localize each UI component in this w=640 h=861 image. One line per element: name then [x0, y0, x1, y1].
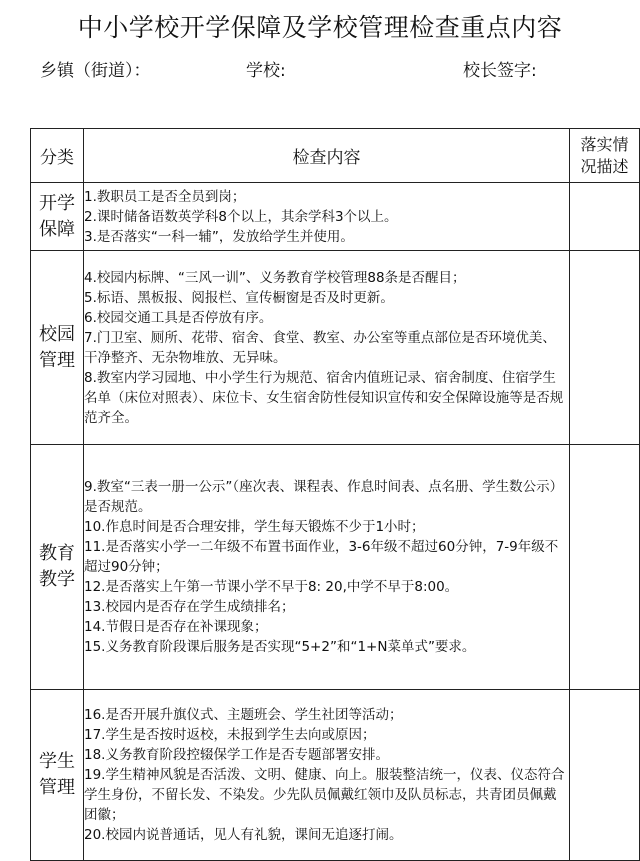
- check-item: 2.课时储备语数英学科8个以上，其余学科3个以上。: [84, 208, 398, 225]
- check-item: 16.是否开展升旗仪式、主题班会、学生社团等活动；: [84, 707, 403, 723]
- category-label: 管理: [39, 777, 75, 798]
- content-cell: [84, 690, 570, 861]
- check-item: 14.节假日是否存在补课现象；: [84, 619, 268, 635]
- header-description-line: 况描述: [580, 156, 629, 176]
- description-cell[interactable]: [570, 445, 640, 690]
- inspection-table: [30, 128, 640, 861]
- principal-signature-label: 校长签字:: [463, 61, 537, 81]
- content-cell: [84, 445, 570, 690]
- check-item: 7.门卫室、厕所、花带、宿舍、食堂、教室、办公室等重点部位是否环境优美、干净整齐、无杂物堆放、无异味。: [84, 329, 556, 366]
- table-row: [31, 690, 640, 861]
- table-row: [31, 183, 640, 251]
- check-item: 20.校园内说普通话，见人有礼貌，课间无追逐打闹。: [84, 827, 403, 843]
- document-title: 中小学校开学保障及学校管理检查重点内容: [77, 13, 563, 42]
- check-item: 4.校园内标牌、“三风一训”、义务教育学校管理88条是否醒目；: [84, 269, 466, 286]
- header-category: 分类: [31, 129, 84, 183]
- table-header-row: [31, 129, 640, 183]
- content-cell: [84, 251, 570, 445]
- table-row: [31, 445, 640, 690]
- check-item: 15.义务教育阶段课后服务是否实现“5+2”和“1+N菜单式”要求。: [84, 639, 476, 655]
- check-item: 12.是否落实上午第一节课小学不早于8: 20,中学不早于8:00。: [84, 579, 459, 595]
- category-cell: [31, 445, 84, 690]
- check-item: 9.教室“三表一册一公示”（座次表、课程表、作息时间表、点名册、学生数公示）是否规范。: [84, 479, 564, 515]
- category-label: 学生: [39, 751, 75, 772]
- header-description-line: 落实情: [580, 134, 629, 154]
- description-cell[interactable]: [570, 183, 640, 251]
- category-label: 保障: [39, 218, 75, 240]
- check-item: 19.学生精神风貌是否活泼、文明、健康、向上。服装整洁统一，仪表、仪态符合学生身份，不留长发、不染发。少先队员佩戴红领巾及队员标志，共青团员佩戴团徽；: [84, 767, 565, 823]
- category-label: 管理: [39, 349, 75, 371]
- check-item: 11.是否落实小学一二年级不布置书面作业，3-6年级不超过60分钟，7-9年级不超过90分钟；: [84, 539, 559, 575]
- category-cell: [31, 690, 84, 861]
- check-item: 6.校园交通工具是否停放有序。: [84, 309, 273, 326]
- town-field-label: 乡镇（街道）：: [40, 61, 151, 81]
- check-item: 1.教职员工是否全员到岗；: [84, 188, 246, 205]
- header-description: [570, 129, 640, 183]
- check-item: 13.校园内是否存在学生成绩排名；: [84, 599, 295, 615]
- category-label: 教学: [39, 569, 75, 590]
- check-item: 8.教室内学习园地、中小学生行为规范、宿舍内值班记录、宿舍制度、住宿学生名单（床位对照表）、床位卡、女生宿舍防性侵知识宣传和安全保障设施等是否规范齐全。: [84, 369, 564, 426]
- description-cell[interactable]: [570, 251, 640, 445]
- category-cell: [31, 251, 84, 445]
- description-cell[interactable]: [570, 690, 640, 861]
- school-field-label: 学校:: [246, 61, 286, 81]
- check-item: 18.义务教育阶段控辍保学工作是否专题部署安排。: [84, 747, 389, 763]
- check-item: 17.学生是否按时返校，未报到学生去向或原因；: [84, 727, 376, 743]
- check-item: 10.作息时间是否合理安排，学生每天锻炼不少于1小时；: [84, 519, 425, 535]
- category-label: 教育: [39, 543, 75, 564]
- table-row: [31, 251, 640, 445]
- header-content: 检查内容: [84, 129, 570, 183]
- check-item: 5.标语、黑板报、阅报栏、宣传橱窗是否及时更新。: [84, 289, 394, 306]
- category-label: 开学: [39, 192, 75, 214]
- category-label: 校园: [39, 323, 75, 345]
- category-cell: [31, 183, 84, 251]
- check-item: 3.是否落实“一科一辅”，发放给学生并使用。: [84, 228, 354, 245]
- content-cell: [84, 183, 570, 251]
